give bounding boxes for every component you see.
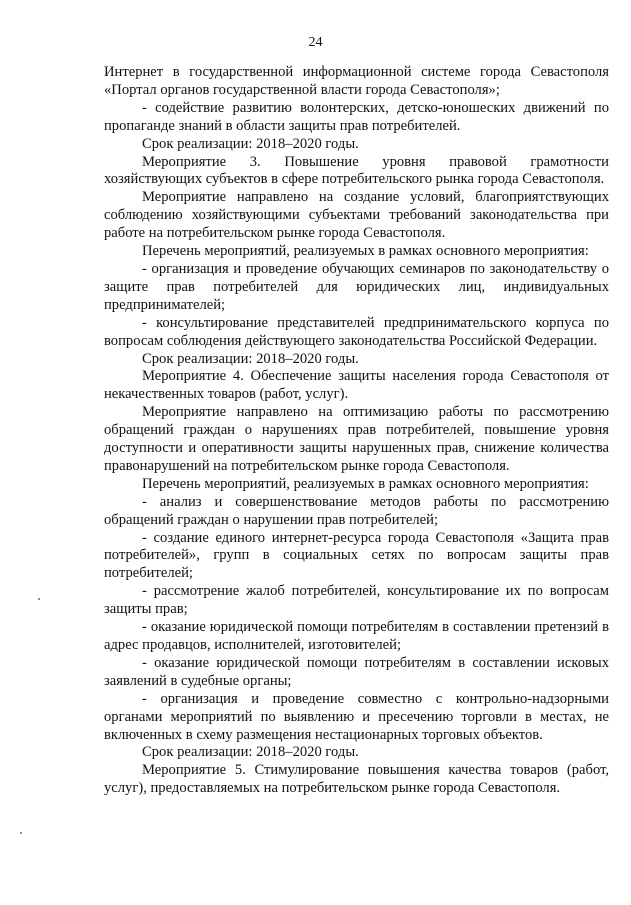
paragraph-term-2: Срок реализации: 2018–2020 годы. (142, 350, 359, 367)
paragraph-measure-3-title: Мероприятие 3. Повышение уровня правовой грамотности хозяйствующих субъектов в сфере потребительского рынка города Севастополя. (104, 153, 609, 188)
paragraph-measure-5-title: Мероприятие 5. Стимулирование повышения качества товаров (работ, услуг), предоставляемых на потребительском рынке города Севастополя. (104, 762, 609, 797)
page-number: 24 (308, 35, 323, 50)
paragraph-measure-4-goal: Мероприятие направлено на оптимизацию работы по рассмотрению обращений граждан о нарушениях прав потребителей, повышение уровня доступности и оперативности защиты нарушенных прав, снижение количества правонарушений на потребительском рынке города Севастополя. (104, 404, 609, 474)
paragraph-internet-resource: - создание единого интернет-ресурса города Севастополя «Защита прав потребителей», групп в социальных сетях по вопросам защиты прав потребителей; (104, 529, 609, 582)
paragraph-joint-inspections: - организация и проведение совместно с контрольно-надзорными органами мероприятий по выявлению и пресечению торговли в местах, не включенных в схему размещения нестационарных торговых объектов. (104, 690, 609, 743)
paragraph-measure-3-goal: Мероприятие направлено на создание условий, благоприятствующих соблюдению хозяйствующими субъектами требований законодательства при работе на потребительском рынке города Севастополя. (104, 189, 609, 242)
paragraph-seminars: - организация и проведение обучающих семинаров по законодательству о защите прав потребителей для юридических лиц, индивидуальных предпринимателей; (104, 260, 609, 313)
paragraph-portal-continuation: Интернет в государственной информационной системе города Севастополя «Портал органов государственной власти города Севастополя»; (104, 64, 609, 98)
paragraph-volunteer-support: - содействие развитию волонтерских, детско-юношеских движений по пропаганде знаний в области защиты прав потребителей. (104, 99, 609, 134)
paragraph-complaints: - рассмотрение жалоб потребителей, консультирование их по вопросам защиты прав; (104, 583, 609, 618)
paragraph-measure-4-title: Мероприятие 4. Обеспечение защиты населения города Севастополя от некачественных товаров (работ, услуг). (104, 368, 609, 403)
paragraph-list-intro-2: Перечень мероприятий, реализуемых в рамках основного мероприятия: (142, 475, 589, 492)
scan-speck (20, 832, 22, 834)
paragraph-term-1: Срок реализации: 2018–2020 годы. (142, 135, 359, 152)
paragraph-term-3: Срок реализации: 2018–2020 годы. (142, 744, 359, 761)
paragraph-list-intro-1: Перечень мероприятий, реализуемых в рамках основного мероприятия: (142, 243, 589, 260)
scan-speck (38, 598, 40, 600)
paragraph-analysis: - анализ и совершенствование методов работы по рассмотрению обращений граждан о нарушении прав потребителей; (104, 493, 609, 528)
paragraph-consulting: - консультирование представителей предпринимательского корпуса по вопросам соблюдения действующего законодательства Российской Федерации. (104, 314, 609, 349)
paragraph-legal-help-claims: - оказание юридической помощи потребителям в составлении претензий в адрес продавцов, исполнителей, изготовителей; (104, 619, 609, 653)
paragraph-legal-help-lawsuits: - оказание юридической помощи потребителям в составлении исковых заявлений в судебные органы; (104, 654, 609, 689)
document-body (104, 64, 609, 798)
